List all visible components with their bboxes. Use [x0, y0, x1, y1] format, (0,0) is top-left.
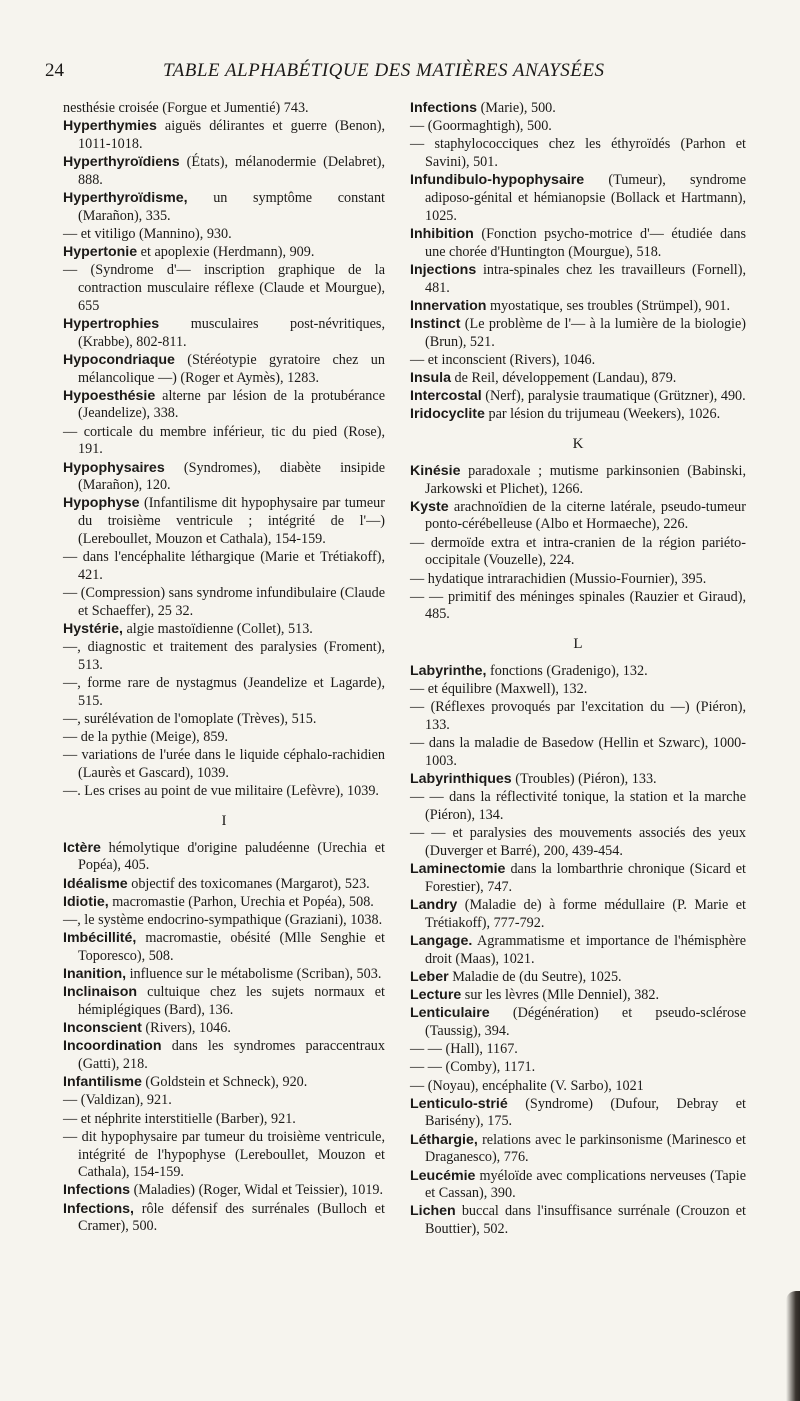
- entry-text: alterne par lésion de la protubérance (Jeandelize), 338.: [78, 387, 385, 422]
- entry-text: — variations de l'urée dans le liquide céphalo-rachidien (Laurès et Gascard), 1039.: [63, 747, 385, 782]
- entry-text: de Reil, développement (Landau), 879.: [451, 370, 677, 387]
- index-entry: [410, 1059, 746, 1077]
- entry-text: — et vitiligo (Mannino), 930.: [63, 225, 232, 242]
- entry-text: (Le problème de l'— à la lumière de la biologie) (Brun), 521.: [425, 315, 746, 350]
- entry-text: aiguës délirantes et guerre (Benon), 1011-1018.: [78, 118, 385, 152]
- entry-text: (Troubles) (Piéron), 133.: [511, 771, 657, 788]
- entry-text: — et équilibre (Maxwell), 132.: [410, 681, 588, 698]
- entry-text: (Fonction psycho-motrice d'— étudiée dans une chorée d'Huntington (Mourgue), 518.: [425, 225, 746, 260]
- index-entry: [63, 876, 385, 894]
- entry-text: cultuique chez les sujets normaux et hémiplégiques (Bard), 136.: [78, 984, 385, 1018]
- entry-text: macromastie (Parhon, Urechia et Popéa), 508.: [108, 893, 374, 910]
- index-entry: [63, 621, 385, 639]
- entry-headword: Laminectomie: [410, 861, 506, 878]
- entry-text: — — (Comby), 1171.: [410, 1059, 536, 1076]
- index-entry: [410, 298, 746, 316]
- index-entry: [63, 912, 385, 930]
- entry-text: —, surélévation de l'omoplate (Trèves), 515.: [63, 710, 317, 727]
- entry-text: —. Les crises au point de vue militaire (Lefèvre), 1039.: [63, 783, 379, 800]
- entry-headword: Hyperthymies: [63, 118, 157, 135]
- entry-text: — dermoïde extra et intra-cranien de la région pariéto-occipitale (Vouzelle), 224.: [410, 534, 746, 569]
- index-entry: [63, 549, 385, 584]
- index-entry: [410, 571, 746, 589]
- entry-text: (Stéréotypie gyratoire chez un mélancolique —) (Roger et Aymès), 1283.: [78, 351, 385, 386]
- entry-headword: Hyperthyroïdisme,: [63, 190, 188, 207]
- entry-text: intra-spinales chez les travailleurs (Fornell), 481.: [425, 261, 746, 296]
- index-entry: [410, 226, 746, 261]
- entry-headword: Hypocondriaque: [63, 351, 175, 368]
- index-entry: [410, 1005, 746, 1040]
- index-entry: [63, 1020, 385, 1038]
- index-entry: [410, 1168, 746, 1203]
- entry-text: — — dans la réflectivité tonique, la station et la marche (Piéron), 134.: [410, 789, 746, 824]
- index-entry: [63, 894, 385, 912]
- index-entry: [410, 463, 746, 498]
- entry-text: (Infantilisme dit hypophysaire par tumeur du troisième ventricule ; intégrité de l'—) (Lereboullet, Mouzon et Cathala), 154-159.: [78, 495, 385, 547]
- entry-headword: Landry: [410, 897, 458, 914]
- entry-text: relations avec le parkinsonisme (Marinesco et Draganesco), 776.: [425, 1131, 746, 1166]
- entry-headword: Injections: [410, 261, 477, 278]
- entry-text: et apoplexie (Herdmann), 909.: [137, 244, 315, 261]
- index-entry: [63, 316, 385, 351]
- entry-text: — staphylococciques chez les éthyroïdés (Parhon et Savini), 501.: [410, 136, 746, 171]
- entry-text: (Maladies) (Roger, Widal et Teissier), 1019.: [130, 1182, 384, 1199]
- entry-headword: Kyste: [410, 498, 449, 515]
- entry-text: myéloïde avec complications nerveuses (Tapie et Cassan), 390.: [425, 1167, 746, 1202]
- entry-text: — hydatique intrarachidien (Mussio-Fournier), 395.: [410, 570, 707, 587]
- entry-text: (Syndrome) (Dufour, Debray et Barisény), 175.: [425, 1095, 746, 1130]
- entry-text: — (Valdizan), 921.: [63, 1092, 172, 1109]
- entry-text: rôle défensif des surrénales (Bulloch et Cramer), 500.: [78, 1200, 385, 1235]
- index-entry: [63, 747, 385, 782]
- index-entry: [63, 711, 385, 729]
- index-entry: [63, 100, 385, 118]
- index-entry: [410, 499, 746, 534]
- entry-text: musculaires post-névritiques, (Krabbe), 802-811.: [78, 315, 385, 350]
- entry-headword: Langage.: [410, 932, 473, 949]
- entry-headword: Iridocyclite: [410, 406, 485, 423]
- entry-text: par lésion du trijumeau (Weekers), 1026.: [484, 406, 721, 423]
- index-entry: [410, 861, 746, 896]
- entry-headword: Inclinaison: [63, 984, 138, 1001]
- index-entry: [63, 966, 385, 984]
- entry-headword: Hypophyse: [63, 495, 140, 512]
- entry-text: — dans la maladie de Basedow (Hellin et Szwarc), 1000-1003.: [410, 735, 746, 769]
- entry-headword: Kinésie: [410, 462, 461, 479]
- entry-text: — et inconscient (Rivers), 1046.: [410, 351, 596, 368]
- index-entry: [63, 388, 385, 423]
- entry-headword: Imbécillité,: [63, 930, 137, 947]
- entry-headword: Lecture: [410, 987, 462, 1004]
- left-column: [63, 100, 385, 1237]
- entry-text: (Tumeur), syndrome adiposo-génital et hémianopsie (Bollack et Hartmann), 1025.: [425, 172, 746, 224]
- index-entry: [63, 729, 385, 747]
- entry-text: — dit hypophysaire par tumeur du troisième ventricule, intégrité de l'hypophyse (Lereboullet, Mouzon et Cathala), 154-159.: [63, 1128, 385, 1181]
- index-entry: [63, 1092, 385, 1110]
- index-entry: [410, 100, 746, 118]
- running-title: TABLE ALPHABÉTIQUE DES MATIÈRES ANAYSÉES: [163, 60, 605, 81]
- index-entry: [410, 699, 746, 734]
- page-number: 24: [45, 60, 64, 81]
- entry-headword: Hyperthyroïdiens: [63, 154, 180, 171]
- entry-text: —, forme rare de nystagmus (Jeandelize et Lagarde), 515.: [63, 675, 385, 709]
- entry-headword: Hypoesthésie: [63, 387, 156, 404]
- index-entry: [410, 1078, 746, 1096]
- entry-headword: Infantilisme: [63, 1074, 142, 1091]
- entry-headword: Inanition,: [63, 966, 127, 983]
- entry-headword: Labyrinthiques: [410, 771, 512, 788]
- entry-text: macromastie, obésité (Mlle Senghie et Toporesco), 508.: [78, 930, 385, 964]
- entry-headword: Insula: [410, 370, 451, 387]
- entry-headword: Ictère: [63, 839, 101, 856]
- index-entry: [410, 136, 746, 171]
- index-entry: [63, 1201, 385, 1236]
- index-entry: [63, 154, 385, 189]
- index-entry: [63, 1038, 385, 1073]
- index-entry: [63, 675, 385, 710]
- entry-headword: Infections: [63, 1182, 131, 1199]
- right-column: [410, 100, 746, 1239]
- index-entry: [410, 118, 746, 136]
- index-entry: [63, 1074, 385, 1092]
- index-entry: [63, 1111, 385, 1129]
- entry-text: paradoxale ; mutisme parkinsonien (Babinski, Jarkowski et Plichet), 1266.: [425, 462, 746, 497]
- index-entry: [63, 639, 385, 674]
- entry-text: — dans l'encéphalite léthargique (Marie et Trétiakoff), 421.: [63, 549, 385, 583]
- entry-text: arachnoïdien de la citerne latérale, pseudo-tumeur ponto-cérébelleuse (Albo et Hormaeche), 226.: [425, 498, 746, 533]
- entry-headword: Instinct: [410, 315, 461, 332]
- index-entry: [63, 495, 385, 548]
- index-entry: [410, 535, 746, 570]
- entry-text: influence sur le métabolisme (Scriban), 503.: [126, 966, 382, 983]
- index-entry: [410, 316, 746, 351]
- index-entry: [410, 789, 746, 824]
- index-entry: [63, 190, 385, 225]
- entry-text: — (Compression) sans syndrome infundibulaire (Claude et Schaeffer), 25 32.: [63, 584, 385, 619]
- entry-headword: Labyrinthe,: [410, 662, 487, 679]
- entry-text: — — primitif des méninges spinales (Rauzier et Giraud), 485.: [410, 588, 746, 623]
- index-entry: [63, 930, 385, 965]
- index-entry: [63, 1129, 385, 1182]
- index-entry: [410, 933, 746, 968]
- index-entry: [410, 897, 746, 932]
- entry-text: (États), mélanodermie (Delabret), 888.: [78, 154, 385, 188]
- entry-text: un symptôme constant (Marañon), 335.: [78, 190, 385, 224]
- entry-headword: Incoordination: [63, 1038, 162, 1055]
- entry-headword: Hystérie,: [63, 620, 123, 637]
- index-entry: [410, 370, 746, 388]
- index-entry: [410, 681, 746, 699]
- index-entry: [63, 585, 385, 620]
- index-entry: [63, 352, 385, 387]
- entry-text: — corticale du membre inférieur, tic du pied (Rose), 191.: [63, 423, 385, 458]
- entry-text: (Syndromes), diabète insipide (Marañon), 120.: [78, 459, 385, 494]
- index-entry: [63, 984, 385, 1019]
- entry-headword: Hypertrophies: [63, 315, 160, 332]
- entry-text: (Marie), 500.: [477, 100, 556, 116]
- index-entry: [410, 352, 746, 370]
- index-entry: [410, 987, 746, 1005]
- index-entry: [63, 118, 385, 153]
- entry-text: (Goldstein et Schneck), 920.: [141, 1074, 308, 1091]
- index-entry: [410, 262, 746, 297]
- entry-text: Agrammatisme et importance de l'hémisphère droit (Maas), 1021.: [425, 932, 746, 967]
- index-entry: [410, 735, 746, 770]
- index-entry: [63, 244, 385, 262]
- entry-text: (Nerf), paralysie traumatique (Grützner), 490.: [481, 388, 746, 405]
- entry-text: objectif des toxicomanes (Margarot), 523.: [127, 875, 370, 892]
- entry-headword: Intercostal: [410, 388, 482, 405]
- index-entry: [63, 226, 385, 244]
- entry-headword: Inconscient: [63, 1020, 142, 1037]
- index-entry: [63, 424, 385, 459]
- index-entry: [410, 406, 746, 424]
- section-letter: I: [221, 812, 227, 829]
- entry-text: dans les syndromes paraccentraux (Gatti), 218.: [78, 1038, 385, 1073]
- section-letter: L: [573, 636, 583, 653]
- index-entry: [410, 825, 746, 860]
- index-entry: [410, 1041, 746, 1059]
- index-entry: [63, 262, 385, 315]
- entry-text: Maladie de (du Seutre), 1025.: [448, 968, 622, 985]
- index-entry: [410, 771, 746, 789]
- entry-text: myostatique, ses troubles (Strümpel), 901.: [486, 297, 730, 314]
- index-entry: [410, 589, 746, 624]
- index-entry: [63, 783, 385, 801]
- entry-text: (Maladie de) à forme médullaire (P. Marie et Trétiakoff), 777-792.: [425, 897, 746, 931]
- entry-headword: Hypertonie: [63, 244, 138, 261]
- entry-headword: Infections,: [63, 1200, 134, 1217]
- scan-edge-mark: [786, 1291, 800, 1401]
- entry-text: — (Goormaghtigh), 500.: [410, 118, 552, 135]
- index-entry: [63, 460, 385, 495]
- entry-headword: Idiotie,: [63, 893, 109, 910]
- entry-headword: Leber: [410, 968, 449, 985]
- entry-headword: Inhibition: [410, 225, 474, 242]
- entry-headword: Hypophysaires: [63, 459, 165, 476]
- entry-text: —, le système endocrino-sympathique (Graziani), 1038.: [63, 911, 383, 928]
- index-entry: [63, 840, 385, 875]
- entry-headword: Infections: [410, 100, 478, 116]
- entry-text: — (Réflexes provoqués par l'excitation du —) (Piéron), 133.: [410, 699, 746, 733]
- entry-text: (Dégénération) et pseudo-sclérose (Taussig), 394.: [425, 1005, 746, 1039]
- index-entry: [63, 1182, 385, 1200]
- entry-text: — — et paralysies des mouvements associés des yeux (Duverger et Barré), 200, 439-454.: [410, 825, 746, 859]
- entry-headword: Infundibulo-hypophysaire: [410, 172, 585, 189]
- entry-headword: Léthargie,: [410, 1131, 478, 1148]
- index-entry: [410, 1096, 746, 1131]
- entry-headword: Innervation: [410, 297, 487, 314]
- entry-headword: Lichen: [410, 1203, 456, 1220]
- entry-headword: Lenticulo-strié: [410, 1095, 508, 1112]
- entry-text: fonctions (Gradenigo), 132.: [486, 662, 648, 679]
- entry-text: algie mastoïdienne (Collet), 513.: [122, 620, 313, 637]
- index-entry: [410, 388, 746, 406]
- entry-text: buccal dans l'insuffisance surrénale (Crouzon et Bouttier), 502.: [425, 1203, 746, 1238]
- entry-text: — (Noyau), encéphalite (V. Sarbo), 1021: [410, 1077, 644, 1094]
- entry-text: dans la lombarthrie chronique (Sicard et Forestier), 747.: [425, 861, 746, 895]
- entry-text: hémolytique d'origine paludéenne (Urechia et Popéa), 405.: [78, 839, 385, 874]
- entry-text: — et néphrite interstitielle (Barber), 921.: [63, 1110, 296, 1127]
- entry-text: sur les lèvres (Mlle Denniel), 382.: [461, 987, 660, 1004]
- entry-headword: Idéalisme: [63, 875, 128, 892]
- index-entry: [410, 1203, 746, 1238]
- entry-text: — de la pythie (Meige), 859.: [63, 729, 229, 746]
- page-header: [45, 60, 735, 86]
- entry-text: (Rivers), 1046.: [141, 1020, 231, 1037]
- index-entry: [410, 663, 746, 681]
- index-entry: [410, 172, 746, 225]
- index-entry: [410, 969, 746, 987]
- entry-text: — (Syndrome d'— inscription graphique de la contraction musculaire réflexe (Claude et Mourgue), 655: [63, 262, 385, 314]
- entry-text: nesthésie croisée (Forgue et Jumentié) 743.: [63, 100, 309, 116]
- entry-headword: Leucémie: [410, 1167, 476, 1184]
- entry-text: —, diagnostic et traitement des paralysies (Froment), 513.: [63, 639, 385, 673]
- entry-text: — — (Hall), 1167.: [410, 1041, 518, 1058]
- entry-headword: Lenticulaire: [410, 1005, 490, 1022]
- index-entry: [410, 1132, 746, 1167]
- section-letter: K: [572, 436, 584, 453]
